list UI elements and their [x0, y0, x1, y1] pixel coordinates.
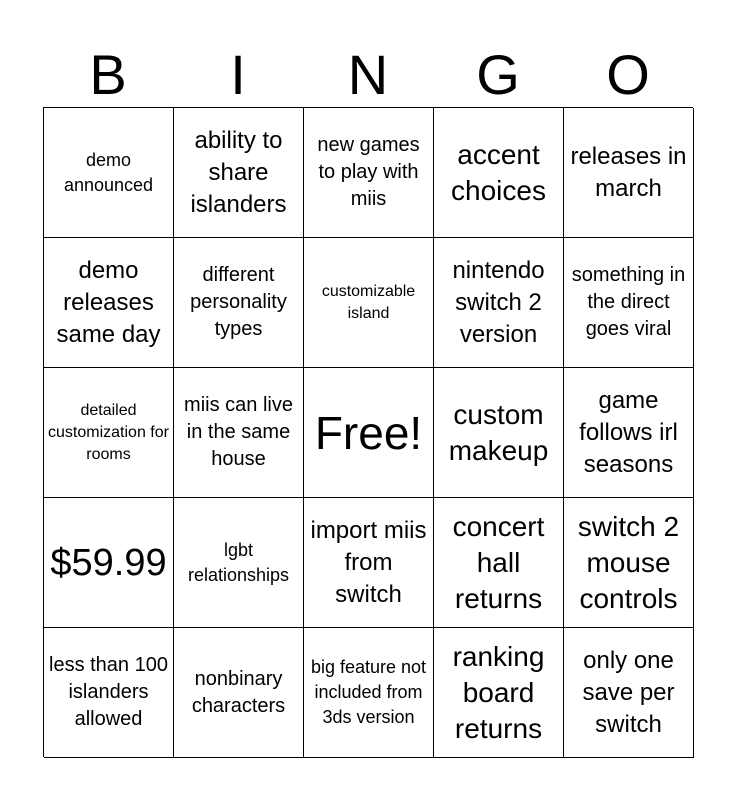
cell-text: lgbt relationships [187, 539, 290, 585]
free-space-text: Free! [314, 406, 423, 459]
bingo-cell[interactable] [44, 368, 174, 498]
bingo-cell[interactable] [434, 108, 564, 238]
bingo-cell[interactable] [564, 628, 694, 758]
bingo-cell[interactable] [434, 238, 564, 368]
bingo-cell[interactable] [304, 628, 434, 758]
cell-text: accent choices [451, 138, 546, 206]
bingo-cell[interactable] [434, 498, 564, 628]
header-letter-n: N [347, 43, 389, 106]
bingo-cell[interactable] [174, 368, 304, 498]
bingo-cell[interactable] [304, 238, 434, 368]
cell-text: concert hall returns [452, 510, 545, 614]
bingo-cell[interactable] [434, 368, 564, 498]
bingo-cell[interactable] [304, 498, 434, 628]
header-letter-o: O [606, 43, 650, 106]
header-letter-g: G [476, 43, 520, 106]
bingo-cell[interactable] [564, 238, 694, 368]
free-space-cell[interactable] [304, 368, 434, 498]
bingo-cell[interactable] [174, 498, 304, 628]
header-letter-i: I [230, 43, 246, 106]
bingo-cell[interactable] [44, 108, 174, 238]
cell-text: big feature not included from 3ds version [310, 657, 427, 727]
bingo-cell[interactable] [564, 498, 694, 628]
bingo-cell[interactable] [564, 368, 694, 498]
bingo-cell[interactable] [44, 498, 174, 628]
header-letter-b: B [89, 43, 127, 106]
cell-text: new games to play with miis [317, 134, 420, 210]
cell-text: something in the direct goes viral [571, 264, 686, 340]
bingo-cell[interactable] [304, 108, 434, 238]
bingo-cell[interactable] [174, 108, 304, 238]
bingo-cell[interactable] [174, 238, 304, 368]
cell-text: releases in march [570, 142, 687, 202]
cell-text: ability to share islanders [190, 126, 287, 218]
bingo-cell[interactable] [174, 628, 304, 758]
bingo-cell[interactable] [44, 628, 174, 758]
cell-text: custom makeup [448, 398, 549, 466]
cell-text: only one save per switch [582, 646, 675, 738]
cell-text: less than 100 islanders allowed [49, 654, 168, 730]
bingo-card-grid [43, 107, 693, 757]
bingo-cell[interactable] [434, 628, 564, 758]
bingo-header [43, 44, 693, 106]
cell-text: demo releases same day [56, 256, 161, 348]
cell-text: nonbinary characters [191, 667, 286, 717]
bingo-cell[interactable] [44, 238, 174, 368]
cell-text: different personality types [190, 264, 287, 340]
cell-text: import miis from switch [310, 516, 427, 608]
cell-text: detailed customization for rooms [48, 401, 169, 463]
cell-text: miis can live in the same house [184, 394, 293, 470]
cell-text: $59.99 [50, 541, 167, 584]
cell-text: demo announced [63, 149, 154, 195]
cell-text: game follows irl seasons [579, 386, 678, 478]
cell-text: customizable island [321, 282, 416, 322]
bingo-cell[interactable] [564, 108, 694, 238]
cell-text: nintendo switch 2 version [452, 256, 545, 348]
cell-text: switch 2 mouse controls [577, 510, 680, 614]
cell-text: ranking board returns [452, 640, 545, 744]
